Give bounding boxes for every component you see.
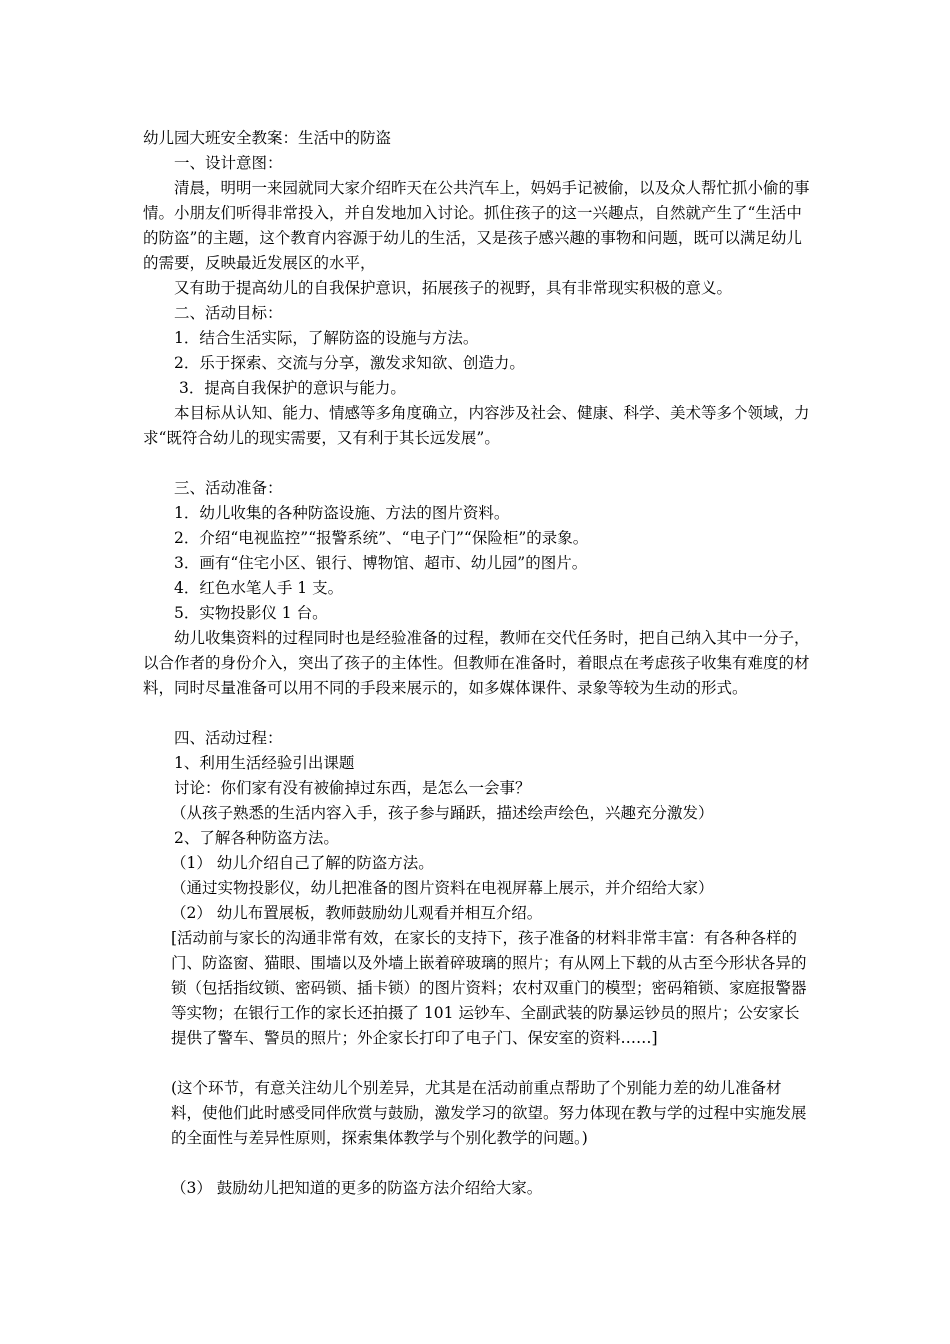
reflection-note: (这个环节，有意关注幼儿个别差异，尤其是在活动前重点帮助了个别能力差的幼儿准备材料，使他们此时感受同伴欣赏与鼓励，激发学习的欲望。努力体现在教与学的过程中实施发展的全面性与差异性原则，探索集体教学与个别化教学的问题。) — [171, 1079, 807, 1147]
blank-line — [143, 1051, 811, 1076]
section-heading-materials: 三、活动准备： — [174, 479, 283, 497]
material-item-5: 5．实物投影仪 1 台。 — [174, 604, 328, 622]
goal-item-2: 2．乐于探索、交流与分享，激发求知欲、创造力。 — [174, 354, 525, 372]
design-paragraph-2: 又有助于提高幼儿的自我保护意识，拓展孩子的视野，具有非常现实积极的意义。 — [174, 279, 733, 297]
materials-note: 幼儿收集资料的过程同时也是经验准备的过程，教师在交代任务时，把自己纳入其中一分子，以合作者的身份介入，突出了孩子的主体性。但教师在准备时，着眼点在考虑孩子收集有难度的材料，同时尽量准备可以用不同的手段来展示的，如多媒体课件、录象等较为生动的形式。 — [143, 629, 810, 697]
material-item-1: 1．幼儿收集的各种防盗设施、方法的图片资料。 — [174, 504, 510, 522]
blank-line — [143, 451, 811, 476]
document-title: 幼儿园大班安全教案：生活中的防盗 — [143, 129, 392, 147]
section-heading-goals: 二、活动目标： — [174, 304, 283, 322]
process-step-1-note: （从孩子熟悉的生活内容入手，孩子参与踊跃，描述绘声绘色，兴趣充分激发） — [171, 804, 714, 822]
section-heading-process: 四、活动过程： — [174, 729, 283, 747]
process-step-2-sub-1-note: （通过实物投影仪，幼儿把准备的图片资料在电视屏幕上展示，并介绍给大家） — [171, 879, 714, 897]
blank-line — [143, 1151, 811, 1176]
process-step-2-sub-3: （3） 鼓励幼儿把知道的更多的防盗方法介绍给大家。 — [171, 1179, 543, 1197]
process-step-2-sub-1: （1） 幼儿介绍自己了解的防盗方法。 — [171, 854, 434, 872]
process-step-2-sub-2: （2） 幼儿布置展板，教师鼓励幼儿观看并相互介绍。 — [171, 904, 543, 922]
blank-line — [143, 701, 811, 726]
goal-item-1: 1．结合生活实际，了解防盗的设施与方法。 — [174, 329, 479, 347]
design-paragraph-1: 清晨，明明一来园就同大家介绍昨天在公共汽车上，妈妈手记被偷，以及众人帮忙抓小偷的事情。小朋友们听得非常投入，并自发地加入讨论。抓住孩子的这一兴趣点，自然就产生了“生活中的防盗”的主题，这个教育内容源于幼儿的生活，又是孩子感兴趣的事物和问题，既可以满足幼儿的需要，反映最近发展区的水平， — [143, 179, 810, 272]
goal-item-3: 3．提高自我保护的意识与能力。 — [179, 379, 406, 397]
material-item-4: 4．红色水笔人手 1 支。 — [174, 579, 344, 597]
section-heading-design: 一、设计意图： — [174, 154, 283, 172]
process-step-2: 2、了解各种防盗方法。 — [174, 829, 339, 847]
goals-note: 本目标从认知、能力、情感等多角度确立，内容涉及社会、健康、科学、美术等多个领域，力求“既符合幼儿的现实需要，又有利于其长远发展”。 — [143, 404, 810, 447]
document-body — [143, 126, 811, 1201]
process-step-1-question: 讨论：你们家有没有被偷掉过东西，是怎么一会事？ — [174, 779, 531, 797]
process-step-1: 1、利用生活经验引出课题 — [174, 754, 355, 772]
material-item-3: 3．画有“住宅小区、银行、博物馆、超市、幼儿园”的图片。 — [174, 554, 588, 572]
process-step-2-sub-2-note: [活动前与家长的沟通非常有效，在家长的支持下，孩子准备的材料非常丰富：有各种各样的门、防盗窗、猫眼、围墙以及外墙上嵌着碎玻璃的照片；有从网上下载的从古至今形状各异的锁（包括指纹锁、密码锁、插卡锁）的图片资料；农村双重门的模型；密码箱锁、家庭报警器等实物；在银行工作的家长还拍摄了 101 运钞车、全副武装的防暴运钞员的照片；公安家长提供了警车、警员的照片；外企家长打印了电子门、保安室的资料……] — [171, 929, 807, 1047]
material-item-2: 2．介绍“电视监控”“报警系统”、“电子门”“保险柜”的录象。 — [174, 529, 589, 547]
